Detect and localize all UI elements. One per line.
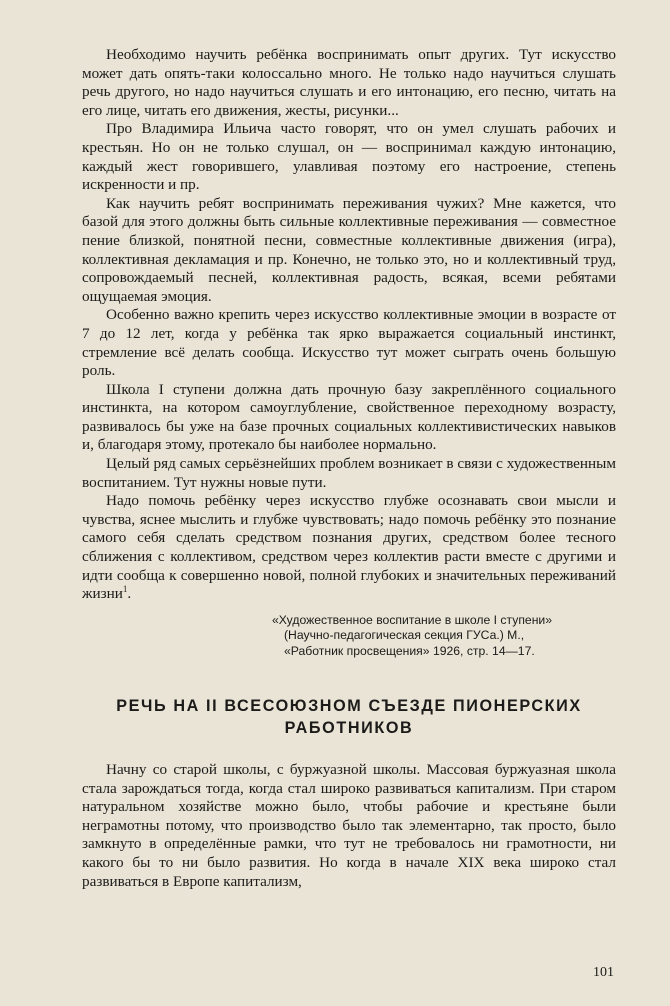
source-citation xyxy=(272,613,616,659)
paragraph: Как научить ребят воспринимать переживания чужих? Мне кажется, что базой для этого должны быть сильные коллективные переживания — совместное пение близкой, понятной песни, совместные коллективные движения (игра), коллективная декламация и пр. Конечно, не только это, но и коллективный труд, сопровождаемый песней, коллективная радость, всякая, всеми ребятами ощущаемая эмоция. xyxy=(82,194,616,305)
footnote-marker: 1 xyxy=(122,584,128,595)
paragraph: Целый ряд самых серьёзнейших проблем возникает в связи с художественным воспитанием. Тут нужны новые пути. xyxy=(82,455,616,491)
citation-line: «Работник просвещения» 1926, стр. 14—17. xyxy=(284,643,535,658)
heading-line: РЕЧЬ НА II ВСЕСОЮЗНОМ СЪЕЗДЕ ПИОНЕРСКИХ xyxy=(116,697,582,716)
paragraph-with-footnote xyxy=(82,492,616,604)
heading-line: РАБОТНИКОВ xyxy=(284,719,414,738)
paragraph-text: Надо помочь ребёнку через искусство глубже осознавать свои мысли и чувства, яснее мыслить и глубже чувствовать; надо помочь ребёнку это познание самого себя сделать средством познания других, средством более тесного сближения с коллективом, средством через коллектив расти вместе с другими и идти сообща к совершенно новой, полной глубоких и значительных переживаний жизни xyxy=(82,492,616,603)
paragraph: Необходимо научить ребёнка воспринимать опыт других. Тут искусство может дать опять-таки колоссально много. Не только надо научиться слушать речь другого, но надо научиться слушать и его интонацию, его песню, читать на его лице, читать его движения, жесты, рисунки... xyxy=(82,46,616,119)
paragraph: Особенно важно крепить через искусство коллективные эмоции в возрасте от 7 до 12 лет, когда у ребёнка так ярко выражается социальный инстинкт, стремление всё делать сообща. Искусство тут может сыграть очень большую роль. xyxy=(82,306,616,380)
paragraph: Начну со старой школы, с буржуазной школы. Массовая буржуазная школа стала зарождаться тогда, когда стал широко развиваться капитализм. При старом натуральном хозяйстве можно было, чтобы рабочие и крестьяне были неграмотны потому, что производство было так элементарно, так просто, было замкнуто в определённые рамки, что тут не требовалось ни грамотности, ни какого бы то ни было развития. Но когда в начале XIX века широко стал развиваться в Европе капитализм, xyxy=(82,761,616,890)
citation-line: «Художественное воспитание в школе I ступени» xyxy=(272,612,553,627)
paragraph: Про Владимира Ильича часто говорят, что он умел слушать рабочих и крестьян. Но он не только слушал, он — воспринимал каждую интонацию, каждый жест говорившего, улавливая поэтому его настроение, степень искренности и пр. xyxy=(82,120,616,194)
final-period: . xyxy=(127,585,132,603)
speech-body xyxy=(82,761,616,891)
section-heading xyxy=(82,695,616,739)
paragraph: Школа I ступени должна дать прочную базу закреплённого социального инстинкта, на котором самоуглубление, свойственное переходному возрасту, развивалось бы уже на базе прочных социальных коллективистических навыков и, благодаря этому, протекало бы наиболее нормально. xyxy=(82,380,616,454)
page-number: 101 xyxy=(593,965,614,980)
article-body xyxy=(82,46,616,604)
citation-line: (Научно-педагогическая секция ГУСа.) М., xyxy=(284,628,525,643)
